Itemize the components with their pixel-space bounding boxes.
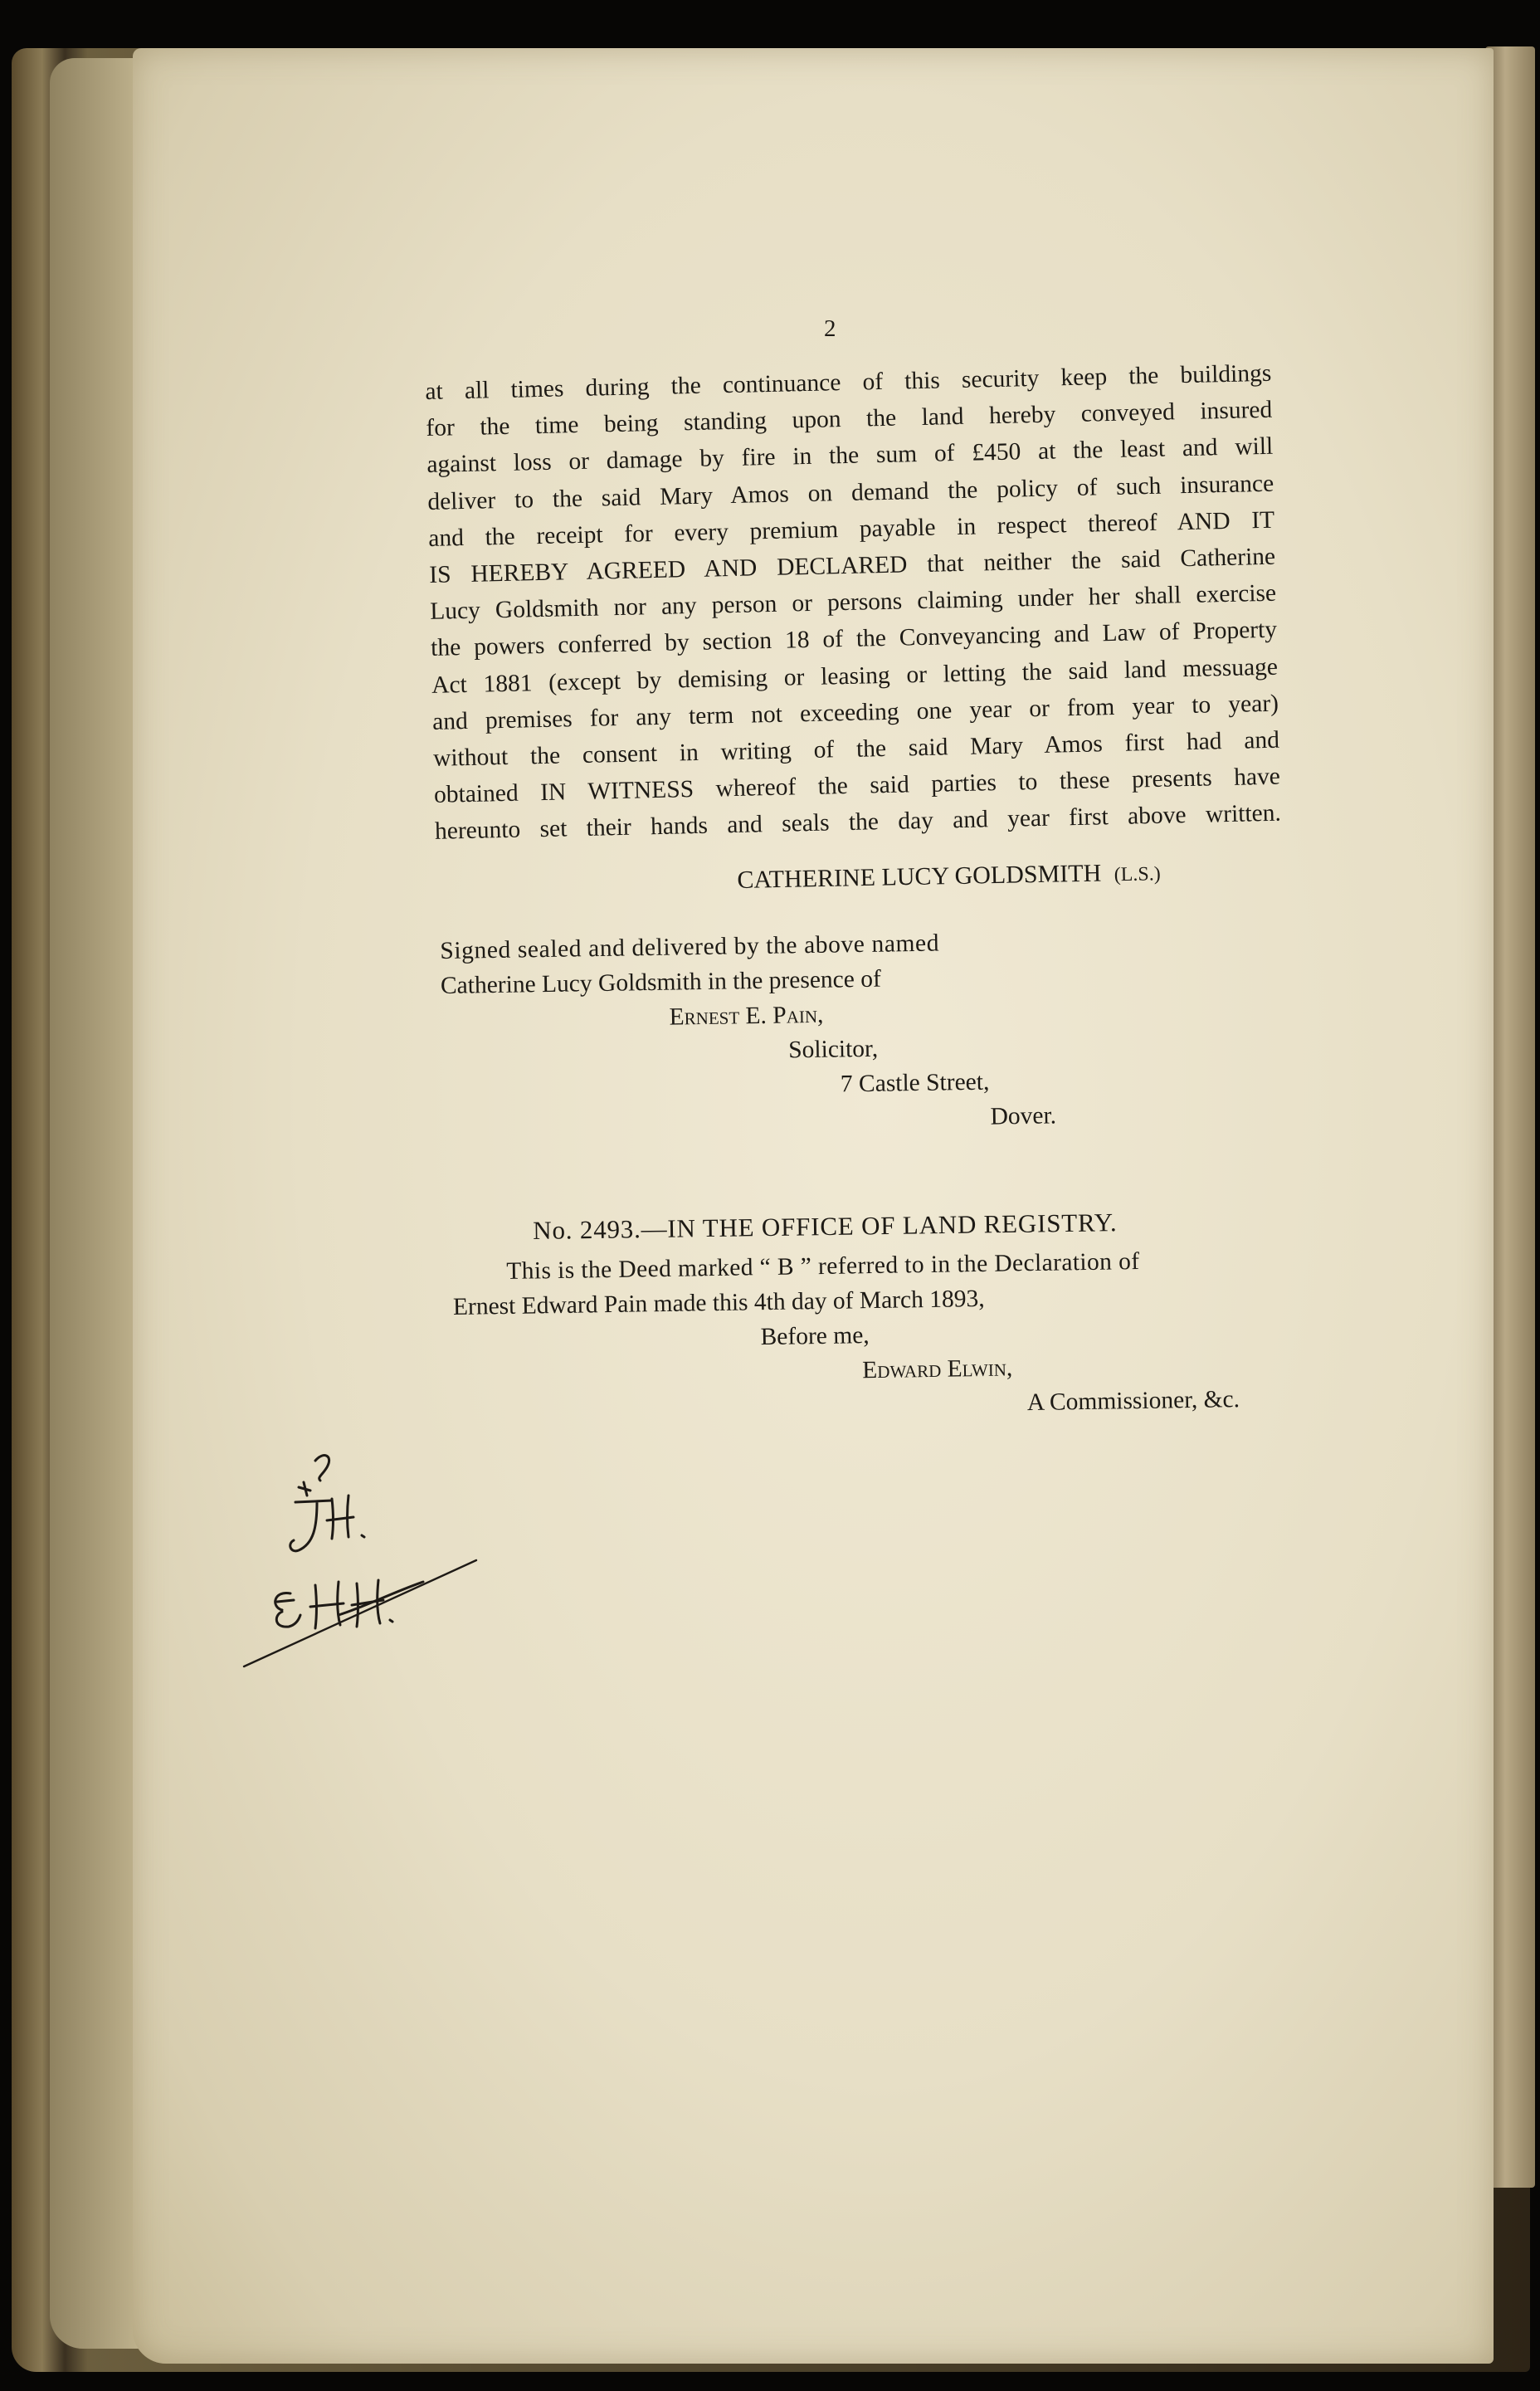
commissioner-name: Edward Elwin, bbox=[861, 1354, 1013, 1384]
body-line: hereunto set their hands and seals the day and year first above written. bbox=[434, 800, 1282, 846]
body-line: at all times during the continuance of this security keep the buildings bbox=[425, 359, 1272, 405]
body-line: Lucy Goldsmith nor any person or persons claiming under her shall exercise bbox=[429, 579, 1277, 626]
body-line: the powers conferred by section 18 of the Conveyancing and Law of Property bbox=[430, 617, 1278, 662]
attestation-line: Signed sealed and delivered by the above named bbox=[440, 930, 940, 964]
attestation-clause bbox=[440, 924, 1056, 1143]
seal-mark: (L.S.) bbox=[1114, 863, 1161, 886]
witness-address: 7 Castle Street, bbox=[840, 1068, 990, 1098]
declaration-line: Before me, bbox=[760, 1322, 870, 1351]
declaration-line: Ernest Edward Pain made this 4th day of March 1893, bbox=[452, 1285, 985, 1320]
body-line: Act 1881 (except by demising or leasing or letting the said land messuage bbox=[431, 653, 1279, 699]
body-line: and the receipt for every premium payable in respect thereof AND IT bbox=[427, 506, 1275, 552]
deed-body bbox=[425, 355, 1281, 851]
body-line: IS HEREBY AGREED AND DECLARED that neither the said Catherine bbox=[428, 543, 1276, 588]
attestation-line: Catherine Lucy Goldsmith in the presence of bbox=[440, 965, 882, 999]
declaration-block bbox=[452, 1242, 1240, 1429]
registry-heading: No. 2493.—IN THE OFFICE OF LAND REGISTRY. bbox=[533, 1208, 1118, 1245]
witness-name: Ernest E. Pain, bbox=[669, 1001, 824, 1031]
handwritten-initials bbox=[241, 1444, 506, 1693]
body-line: and premises for any term not exceeding one year or from year to year) bbox=[431, 690, 1279, 735]
signatory-name: CATHERINE LUCY GOLDSMITH bbox=[737, 859, 1102, 894]
body-line: obtained IN WITNESS whereof the said parties to these presents have bbox=[433, 763, 1281, 809]
body-line: against loss or damage by fire in the sum of £450 at the least and will bbox=[426, 433, 1274, 479]
body-line: for the time being standing upon the land hereby conveyed insured bbox=[426, 396, 1273, 442]
page-number: 2 bbox=[824, 315, 836, 342]
body-line: deliver to the said Mary Amos on demand the policy of such insurance bbox=[427, 470, 1274, 515]
witness-role: Solicitor, bbox=[788, 1035, 879, 1064]
body-line: without the consent in writing of the said Mary Amos first had and bbox=[432, 726, 1280, 772]
witness-town: Dover. bbox=[990, 1102, 1057, 1130]
declaration-line: This is the Deed marked “ B ” referred to in the Declaration of bbox=[506, 1247, 1140, 1285]
commissioner-title: A Commissioner, &c. bbox=[1026, 1386, 1240, 1417]
